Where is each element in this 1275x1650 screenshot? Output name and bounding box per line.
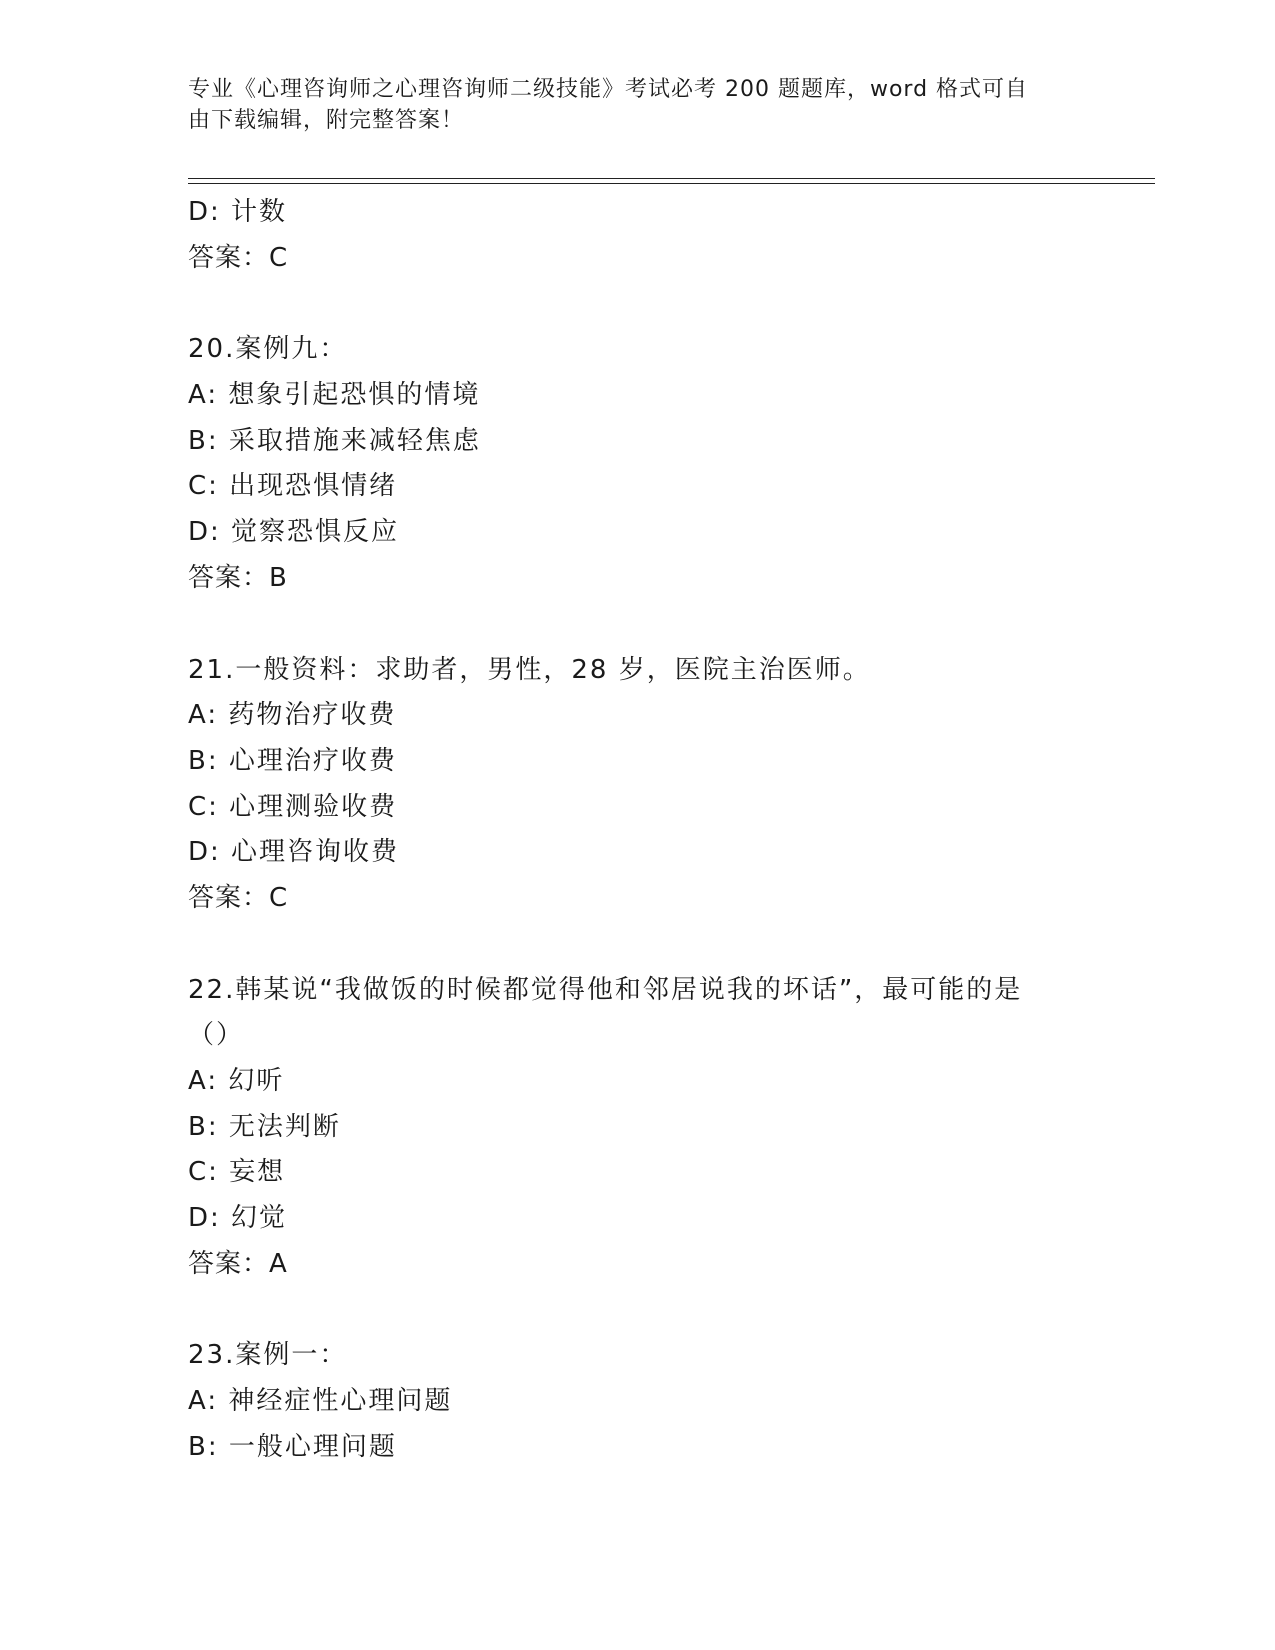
spacer [188, 602, 1088, 648]
question-23 [188, 1333, 1088, 1470]
question-22 [188, 968, 1088, 1288]
option-c: C: 出现恐惧情绪 [188, 471, 398, 502]
option-a: A: 药物治疗收费 [188, 700, 397, 731]
question-stem: 20.案例九： [188, 334, 348, 365]
option-a: A: 神经症性心理问题 [188, 1386, 453, 1417]
header-line-1: 专业《心理咨询师之心理咨询师二级技能》考试必考 200 题题库，word 格式可自 [188, 77, 1029, 102]
answer-line: 答案：A [188, 1248, 288, 1279]
option-b: B: 采取措施来减轻焦虑 [188, 425, 481, 456]
spacer [188, 922, 1088, 968]
answer-line: 答案：C [188, 242, 289, 273]
question-stem: 23.案例一： [188, 1340, 348, 1371]
spacer [188, 281, 1088, 327]
option-a: A: 想象引起恐惧的情境 [188, 380, 481, 411]
option-d: D: 幻觉 [188, 1203, 288, 1234]
header-rule-top [188, 178, 1155, 179]
option-b: B: 心理治疗收费 [188, 745, 397, 776]
spacer [188, 1287, 1088, 1333]
question-21 [188, 648, 1088, 922]
answer-line: 答案：C [188, 882, 289, 913]
option-d: D: 觉察恐惧反应 [188, 517, 400, 548]
option-a: A: 幻听 [188, 1066, 285, 1096]
document-header [188, 74, 1088, 136]
option-b: B: 一般心理问题 [188, 1431, 397, 1462]
question-list [188, 190, 1088, 1471]
header-line-2: 由下载编辑，附完整答案！ [188, 108, 465, 133]
question-stem-continuation: （） [188, 1020, 245, 1051]
option-b: B: 无法判断 [188, 1111, 341, 1142]
option-c: C: 心理测验收费 [188, 791, 398, 822]
previous-question-tail [188, 190, 1088, 281]
answer-line: 答案：B [188, 562, 288, 593]
option-d: D: 计数 [188, 197, 288, 227]
question-20 [188, 327, 1088, 601]
option-d: D: 心理咨询收费 [188, 837, 400, 868]
question-stem: 22.韩某说“我做饭的时候都觉得他和邻居说我的坏话”，最可能的是 [188, 974, 1023, 1005]
option-c: C: 妄想 [188, 1157, 286, 1188]
question-stem: 21.一般资料：求助者，男性，28 岁，医院主治医师。 [188, 654, 871, 685]
header-rule-bottom [188, 183, 1155, 184]
